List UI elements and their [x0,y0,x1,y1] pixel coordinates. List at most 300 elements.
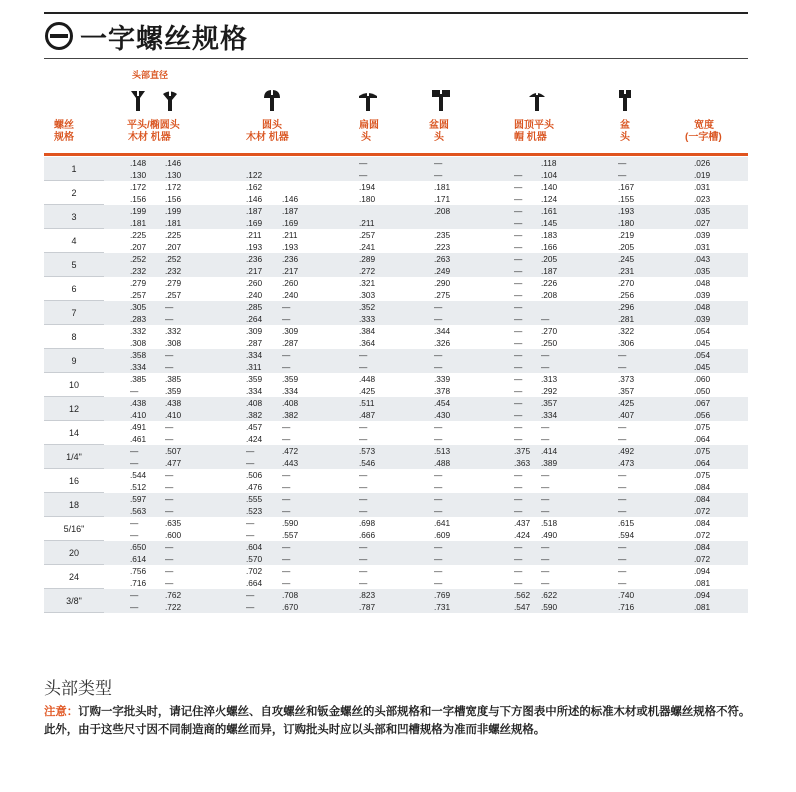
cell-flat-wood: .257 [130,290,147,300]
cell-binding: — [618,362,627,372]
cell-flat-machine: .635 [165,518,182,528]
cell-round-machine: — [282,554,291,564]
cell-binding: .407 [618,410,635,420]
cell-truss-head: — [514,278,523,288]
col-pan-header: 盆圆 [429,120,449,131]
cell-truss-head: — [514,206,523,216]
cell-round-wood: .287 [246,338,263,348]
cell-truss-head: — [514,494,523,504]
cell-slot-width: .045 [694,362,711,372]
cell-round-machine: .408 [282,398,299,408]
pan-head-icon [431,90,451,112]
cell-pan: — [434,422,443,432]
cell-fillister: .289 [359,254,376,264]
cell-slot-width: .039 [694,230,711,240]
spec-label: 2 [71,188,77,198]
table-row [44,361,748,373]
cell-flat-wood: — [130,590,139,600]
cell-round-machine: — [282,506,291,516]
spec-label: 12 [68,404,79,414]
cell-truss-head: .562 [514,590,531,600]
table-row [44,169,748,181]
cell-fillister: — [359,494,368,504]
cell-pan: .430 [434,410,451,420]
spec-label: 3 [71,212,77,222]
cell-binding: .425 [618,398,635,408]
cell-truss-head: — [514,482,523,492]
cell-flat-machine: — [165,554,174,564]
cell-truss-machine: — [541,542,550,552]
cell-truss-machine: — [541,470,550,480]
cell-truss-head: — [514,470,523,480]
cell-pan: .249 [434,266,451,276]
cell-flat-wood: .199 [130,206,147,216]
section-title: 头部类型 [44,679,112,698]
cell-round-machine: — [282,434,291,444]
col-flat-oval-header: 平头/椭圆头 [127,120,180,131]
cell-flat-wood: .279 [130,278,147,288]
cell-fillister: — [359,170,368,180]
cell-truss-machine: .292 [541,386,558,396]
table-row [44,253,748,265]
cell-round-wood: .664 [246,578,263,588]
cell-flat-wood: .491 [130,422,147,432]
cell-slot-width: .075 [694,470,711,480]
table-row [44,397,748,409]
spec-label: 7 [71,308,77,318]
table-row [44,541,748,553]
cell-binding: — [618,578,627,588]
cell-flat-machine: — [165,542,174,552]
cell-round-wood: .211 [246,230,262,240]
cell-pan: — [434,302,443,312]
cell-flat-wood: .334 [130,362,147,372]
cell-round-wood: .309 [246,326,263,336]
spec-label: 6 [71,284,77,294]
cell-flat-wood: .544 [130,470,147,480]
cell-flat-machine: .385 [165,374,182,384]
cell-flat-machine: .332 [165,326,182,336]
cell-fillister: .448 [359,374,376,384]
cell-flat-machine: — [165,434,174,444]
cell-flat-wood: .283 [130,314,147,324]
cell-fillister: — [359,482,368,492]
spec-label: 1/4" [66,452,82,462]
spec-separator [44,612,104,613]
cell-slot-width: .094 [694,590,711,600]
table-row [44,493,748,505]
cell-flat-wood: .172 [130,182,147,192]
cell-truss-machine: — [541,506,550,516]
col-binding-header: 盆 [620,120,630,131]
cell-pan: .731 [434,602,451,612]
cell-slot-width: .084 [694,494,711,504]
cell-pan: .263 [434,254,451,264]
cell-truss-machine: .334 [541,410,558,420]
cell-slot-width: .060 [694,374,711,384]
table-row [44,505,748,517]
cell-fillister: .666 [359,530,376,540]
table-row [44,265,748,277]
cell-slot-width: .048 [694,302,711,312]
cell-round-machine: .382 [282,410,299,420]
cell-round-wood: .334 [246,350,263,360]
cell-truss-machine: — [541,566,550,576]
cell-pan: .769 [434,590,451,600]
cell-round-wood: — [246,458,255,468]
cell-truss-head: — [514,242,523,252]
cell-slot-width: .084 [694,542,711,552]
cell-truss-head: — [514,194,523,204]
cell-fillister: .364 [359,338,376,348]
table-row [44,469,748,481]
table-row [44,181,748,193]
cell-flat-wood: .614 [130,554,147,564]
cell-truss-head: — [514,542,523,552]
cell-binding: .322 [618,326,635,336]
cell-slot-width: .056 [694,410,711,420]
cell-flat-machine: .359 [165,386,182,396]
cell-flat-machine: .477 [165,458,182,468]
cell-flat-wood: .461 [130,434,147,444]
cell-pan: — [434,362,443,372]
cell-flat-wood: .308 [130,338,147,348]
cell-truss-head: — [514,302,523,312]
cell-fillister: — [359,506,368,516]
cell-flat-machine: .600 [165,530,182,540]
cell-round-machine: .708 [282,590,299,600]
cell-round-wood: .260 [246,278,263,288]
cell-truss-machine: — [541,554,550,564]
cell-truss-head: — [514,506,523,516]
cell-flat-wood: .756 [130,566,147,576]
col-round-sub: 木材 机器 [246,132,289,143]
cell-truss-machine: .414 [541,446,558,456]
spec-label: 8 [71,332,77,342]
cell-truss-head: — [514,266,523,276]
cell-fillister: .823 [359,590,376,600]
fillister-head-icon [358,90,378,112]
cell-pan: — [434,482,443,492]
table-row [44,337,748,349]
cell-flat-wood: .332 [130,326,147,336]
cell-round-wood: .382 [246,410,263,420]
spec-label: 14 [68,428,79,438]
table-row [44,385,748,397]
cell-fillister: — [359,350,368,360]
cell-flat-machine: .199 [165,206,182,216]
cell-truss-machine: — [541,350,550,360]
cell-round-machine: — [282,362,291,372]
cell-flat-machine: .410 [165,410,182,420]
cell-slot-width: .039 [694,290,711,300]
cell-round-wood: — [246,590,255,600]
cell-truss-head: .375 [514,446,531,456]
table-row [44,517,748,529]
cell-round-machine: .193 [282,242,299,252]
cell-slot-width: .064 [694,434,711,444]
cell-fillister: — [359,158,368,168]
cell-flat-wood: .410 [130,410,147,420]
cell-flat-machine: — [165,494,174,504]
cell-flat-machine: — [165,578,174,588]
cell-truss-machine: .140 [541,182,558,192]
cell-truss-machine: .622 [541,590,558,600]
cell-truss-head: .363 [514,458,531,468]
cell-truss-head: — [514,182,523,192]
cell-fillister: .303 [359,290,376,300]
cell-slot-width: .026 [694,158,711,168]
cell-binding: .219 [618,230,635,240]
cell-round-wood: — [246,518,255,528]
cell-pan: .208 [434,206,451,216]
table-row [44,565,748,577]
cell-round-wood: .555 [246,494,263,504]
cell-flat-machine: .252 [165,254,182,264]
spec-label: 10 [68,380,79,390]
cell-pan: — [434,578,443,588]
cell-round-machine: .211 [282,230,298,240]
cell-pan: — [434,170,443,180]
cell-truss-head: — [514,362,523,372]
cell-binding: .740 [618,590,635,600]
cell-fillister: — [359,542,368,552]
table-row [44,277,748,289]
cell-fillister: — [359,554,368,564]
cell-round-machine: — [282,302,291,312]
cell-truss-machine: .490 [541,530,558,540]
title-row [44,18,248,54]
cell-pan: .609 [434,530,451,540]
cell-pan: — [434,470,443,480]
cell-pan: .223 [434,242,451,252]
cell-round-wood: .476 [246,482,263,492]
table-row [44,421,748,433]
cell-flat-machine: .130 [165,170,182,180]
cell-slot-width: .072 [694,530,711,540]
spec-label: 1 [71,164,77,174]
cell-flat-machine: — [165,470,174,480]
cell-slot-width: .081 [694,602,711,612]
cell-flat-wood: .650 [130,542,147,552]
cell-round-machine: — [282,422,291,432]
cell-binding: — [618,566,627,576]
cell-round-wood: .604 [246,542,263,552]
table-row [44,289,748,301]
cell-slot-width: .019 [694,170,711,180]
cell-binding: .296 [618,302,635,312]
cell-round-machine: .590 [282,518,299,528]
cell-slot-width: .067 [694,398,711,408]
cell-binding: — [618,350,627,360]
note-label: 注意： [44,706,79,718]
cell-round-machine: .359 [282,374,299,384]
cell-flat-wood: .148 [130,158,147,168]
slotted-screw-icon [44,21,74,51]
cell-flat-wood: .716 [130,578,147,588]
table-row [44,373,748,385]
cell-fillister: .333 [359,314,376,324]
cell-flat-wood: — [130,386,139,396]
cell-fillister: — [359,434,368,444]
cell-truss-machine: .205 [541,254,558,264]
cell-fillister: .257 [359,230,376,240]
cell-flat-machine: .172 [165,182,182,192]
cell-slot-width: .031 [694,182,711,192]
col-spec-header: 螺丝 [54,120,74,131]
col-truss-sub: 帽 机器 [514,132,547,143]
cell-round-wood: .457 [246,422,263,432]
cell-slot-width: .072 [694,506,711,516]
cell-truss-machine: — [541,422,550,432]
cell-fillister: .787 [359,602,376,612]
col-pan-sub: 头 [434,132,444,143]
cell-flat-wood: .252 [130,254,147,264]
cell-round-wood: — [246,446,255,456]
cell-pan: .454 [434,398,451,408]
cell-flat-wood: .232 [130,266,147,276]
cell-round-wood: .264 [246,314,263,324]
spec-label: 18 [68,500,79,510]
cell-truss-machine: .389 [541,458,558,468]
spec-label: 20 [68,548,79,558]
cell-round-wood: .187 [246,206,263,216]
cell-pan: .513 [434,446,451,456]
cell-pan: — [434,158,443,168]
col-truss-header: 圆顶平头 [514,120,554,131]
cell-flat-machine: .507 [165,446,182,456]
cell-fillister: — [359,578,368,588]
cell-round-wood: .523 [246,506,263,516]
cell-truss-head: — [514,566,523,576]
cell-flat-wood: .358 [130,350,147,360]
cell-pan: .326 [434,338,451,348]
cell-fillister: .511 [359,398,375,408]
cell-flat-wood: .207 [130,242,147,252]
table-row [44,349,748,361]
cell-truss-machine: .187 [541,266,558,276]
cell-pan: .181 [434,182,451,192]
cell-truss-head: — [514,314,523,324]
table-row [44,481,748,493]
cell-fillister: .194 [359,182,376,192]
cell-round-machine: .146 [282,194,299,204]
spec-label: 5/16" [63,524,85,534]
cell-pan: — [434,434,443,444]
cell-round-machine: .309 [282,326,299,336]
cell-round-wood: .334 [246,386,263,396]
cell-round-wood: .285 [246,302,263,312]
cell-truss-head: — [514,398,523,408]
cell-truss-machine: — [541,434,550,444]
cell-pan: .378 [434,386,451,396]
cell-truss-head: .547 [514,602,531,612]
table-row [44,409,748,421]
cell-binding: .357 [618,386,635,396]
cell-flat-machine: .438 [165,398,182,408]
cell-binding: .167 [618,182,635,192]
cell-pan: .344 [434,326,451,336]
cell-fillister: .425 [359,386,376,396]
table-row [44,553,748,565]
cell-binding: .594 [618,530,635,540]
cell-binding: — [618,470,627,480]
cell-round-machine: .287 [282,338,299,348]
cell-truss-head: — [514,290,523,300]
cell-flat-machine: .225 [165,230,182,240]
spec-label: 24 [68,572,79,582]
cell-fillister: .352 [359,302,376,312]
cell-binding: .615 [618,518,635,528]
cell-round-machine: .217 [282,266,299,276]
page-title: 一字螺丝规格 [80,23,248,55]
cell-binding: .205 [618,242,635,252]
col-flat-oval-sub: 木材 机器 [128,132,171,143]
cell-truss-machine: .124 [541,194,558,204]
cell-binding: .373 [618,374,635,384]
cell-round-wood: .702 [246,566,263,576]
cell-truss-head: — [514,410,523,420]
cell-slot-width: .023 [694,194,711,204]
cell-truss-head: .424 [514,530,531,540]
cell-slot-width: .054 [694,350,711,360]
cell-binding: — [618,542,627,552]
cell-round-wood: .236 [246,254,263,264]
cell-round-wood: .311 [246,362,262,372]
cell-truss-head: — [514,218,523,228]
cell-flat-machine: — [165,482,174,492]
cell-truss-head: — [514,170,523,180]
cell-flat-machine: .181 [165,218,182,228]
cell-slot-width: .039 [694,314,711,324]
cell-binding: — [618,494,627,504]
cell-flat-machine: — [165,302,174,312]
cell-round-wood: .570 [246,554,263,564]
spec-label: 5 [71,260,77,270]
cell-round-machine: — [282,482,291,492]
cell-flat-wood: .181 [130,218,147,228]
cell-fillister: .487 [359,410,376,420]
cell-flat-machine: — [165,350,174,360]
cell-flat-machine: .762 [165,590,182,600]
cell-round-wood: .506 [246,470,263,480]
title-underline [44,58,748,59]
cell-binding: — [618,482,627,492]
cell-truss-machine: .313 [541,374,558,384]
cell-round-machine: — [282,314,291,324]
cell-binding: — [618,554,627,564]
cell-slot-width: .050 [694,386,711,396]
cell-truss-machine: — [541,482,550,492]
flat-oval-head-icon [130,90,146,112]
cell-round-machine: — [282,494,291,504]
cell-truss-head: — [514,386,523,396]
spec-label: 3/8" [66,596,82,606]
cell-truss-machine: — [541,314,550,324]
cell-round-wood: .162 [246,182,263,192]
cell-truss-head: — [514,350,523,360]
cell-pan: .641 [434,518,451,528]
col-fillister-header: 扁圆 [359,120,379,131]
cell-flat-machine: — [165,566,174,576]
round-head-icon [263,90,281,112]
cell-flat-machine: .308 [165,338,182,348]
top-rule [44,12,748,14]
cell-round-machine: .260 [282,278,299,288]
cell-truss-machine: .145 [541,218,558,228]
cell-fillister: .384 [359,326,376,336]
cell-round-machine: — [282,350,291,360]
